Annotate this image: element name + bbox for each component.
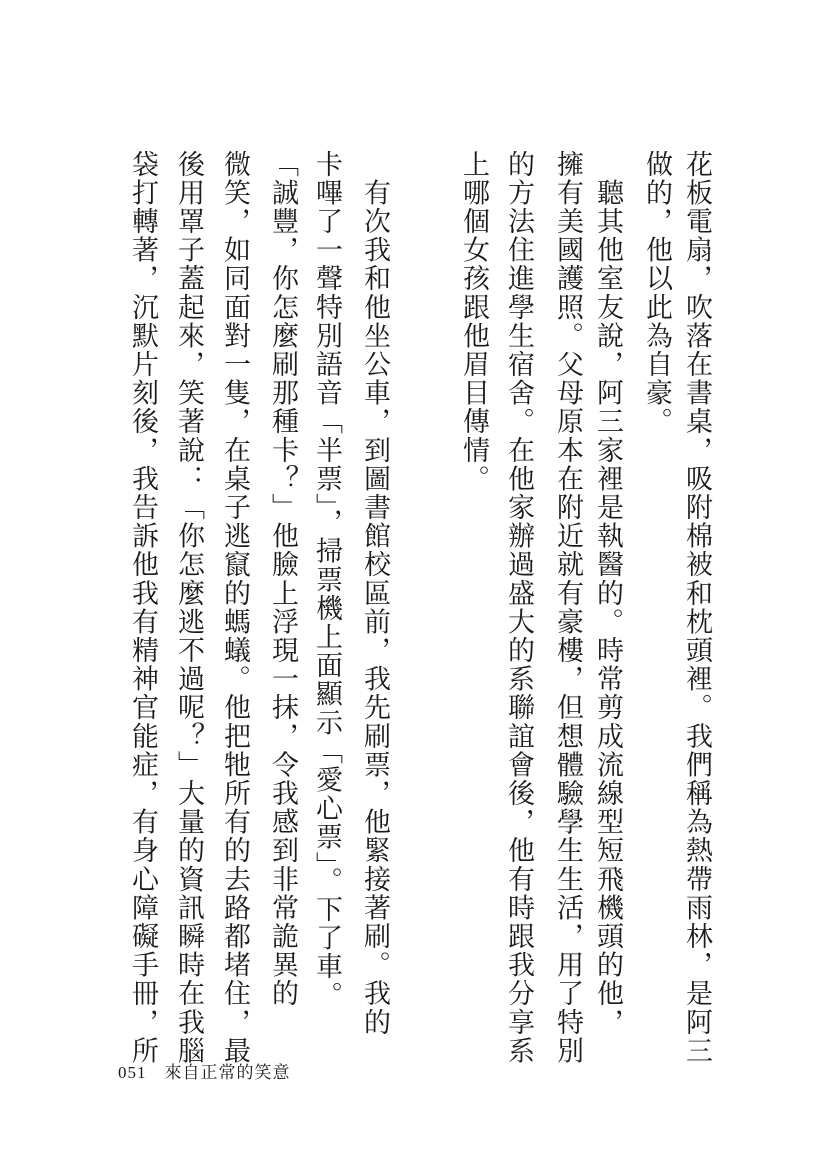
text-column-6: 上哪個女孩跟他眉目傳情。 (458, 150, 489, 494)
text-column-3: 聽其他室友說，阿三家裡是執醫的。時常剪成流線型短飛機頭的他， (592, 150, 623, 1037)
text-column-12: 袋打轉著，沉默片刻後，我告訴他我有精神官能症，有身心障礙手冊，所 (127, 150, 158, 1066)
text-column-11: 後用罩子蓋起來，笑著說：「你怎麼逃不過呢？」大量的資訊瞬時在我腦 (173, 150, 204, 1066)
chapter-title: 來自正常的笑意 (164, 1063, 291, 1083)
text-column-1: 花板電扇，吹落在書桌，吸附棉被和枕頭裡。我們稱為熱帶雨林，是阿三 (681, 150, 712, 1066)
text-column-8: 卡嗶了一聲特別語音「半票」，掃票機上面顯示「愛心票」。下了車。 (311, 150, 342, 1010)
page-footer (118, 1058, 291, 1083)
text-column-7: 有次我和他坐公車，到圖書館校區前，我先刷票，他緊接著刷。我的 (359, 150, 390, 1037)
text-column-4: 擁有美國護照。父母原本在附近就有豪樓，但想體驗學生生活，用了特別 (552, 150, 583, 1066)
page-number: 051 (118, 1063, 147, 1082)
text-column-5: 的方法住進學生宿舍。在他家辦過盛大的系聯誼會後，他有時跟我分享系 (503, 150, 534, 1066)
text-column-10: 微笑，如同面對一隻，在桌子逃竄的螞蟻。他把牠所有的去路都堵住，最 (219, 150, 250, 1066)
text-column-9: 「誠豐，你怎麼刷那種卡？」他臉上浮現一抹，令我感到非常詭異的 (267, 150, 298, 1008)
text-column-2: 做的，他以此為自豪。 (641, 150, 672, 436)
